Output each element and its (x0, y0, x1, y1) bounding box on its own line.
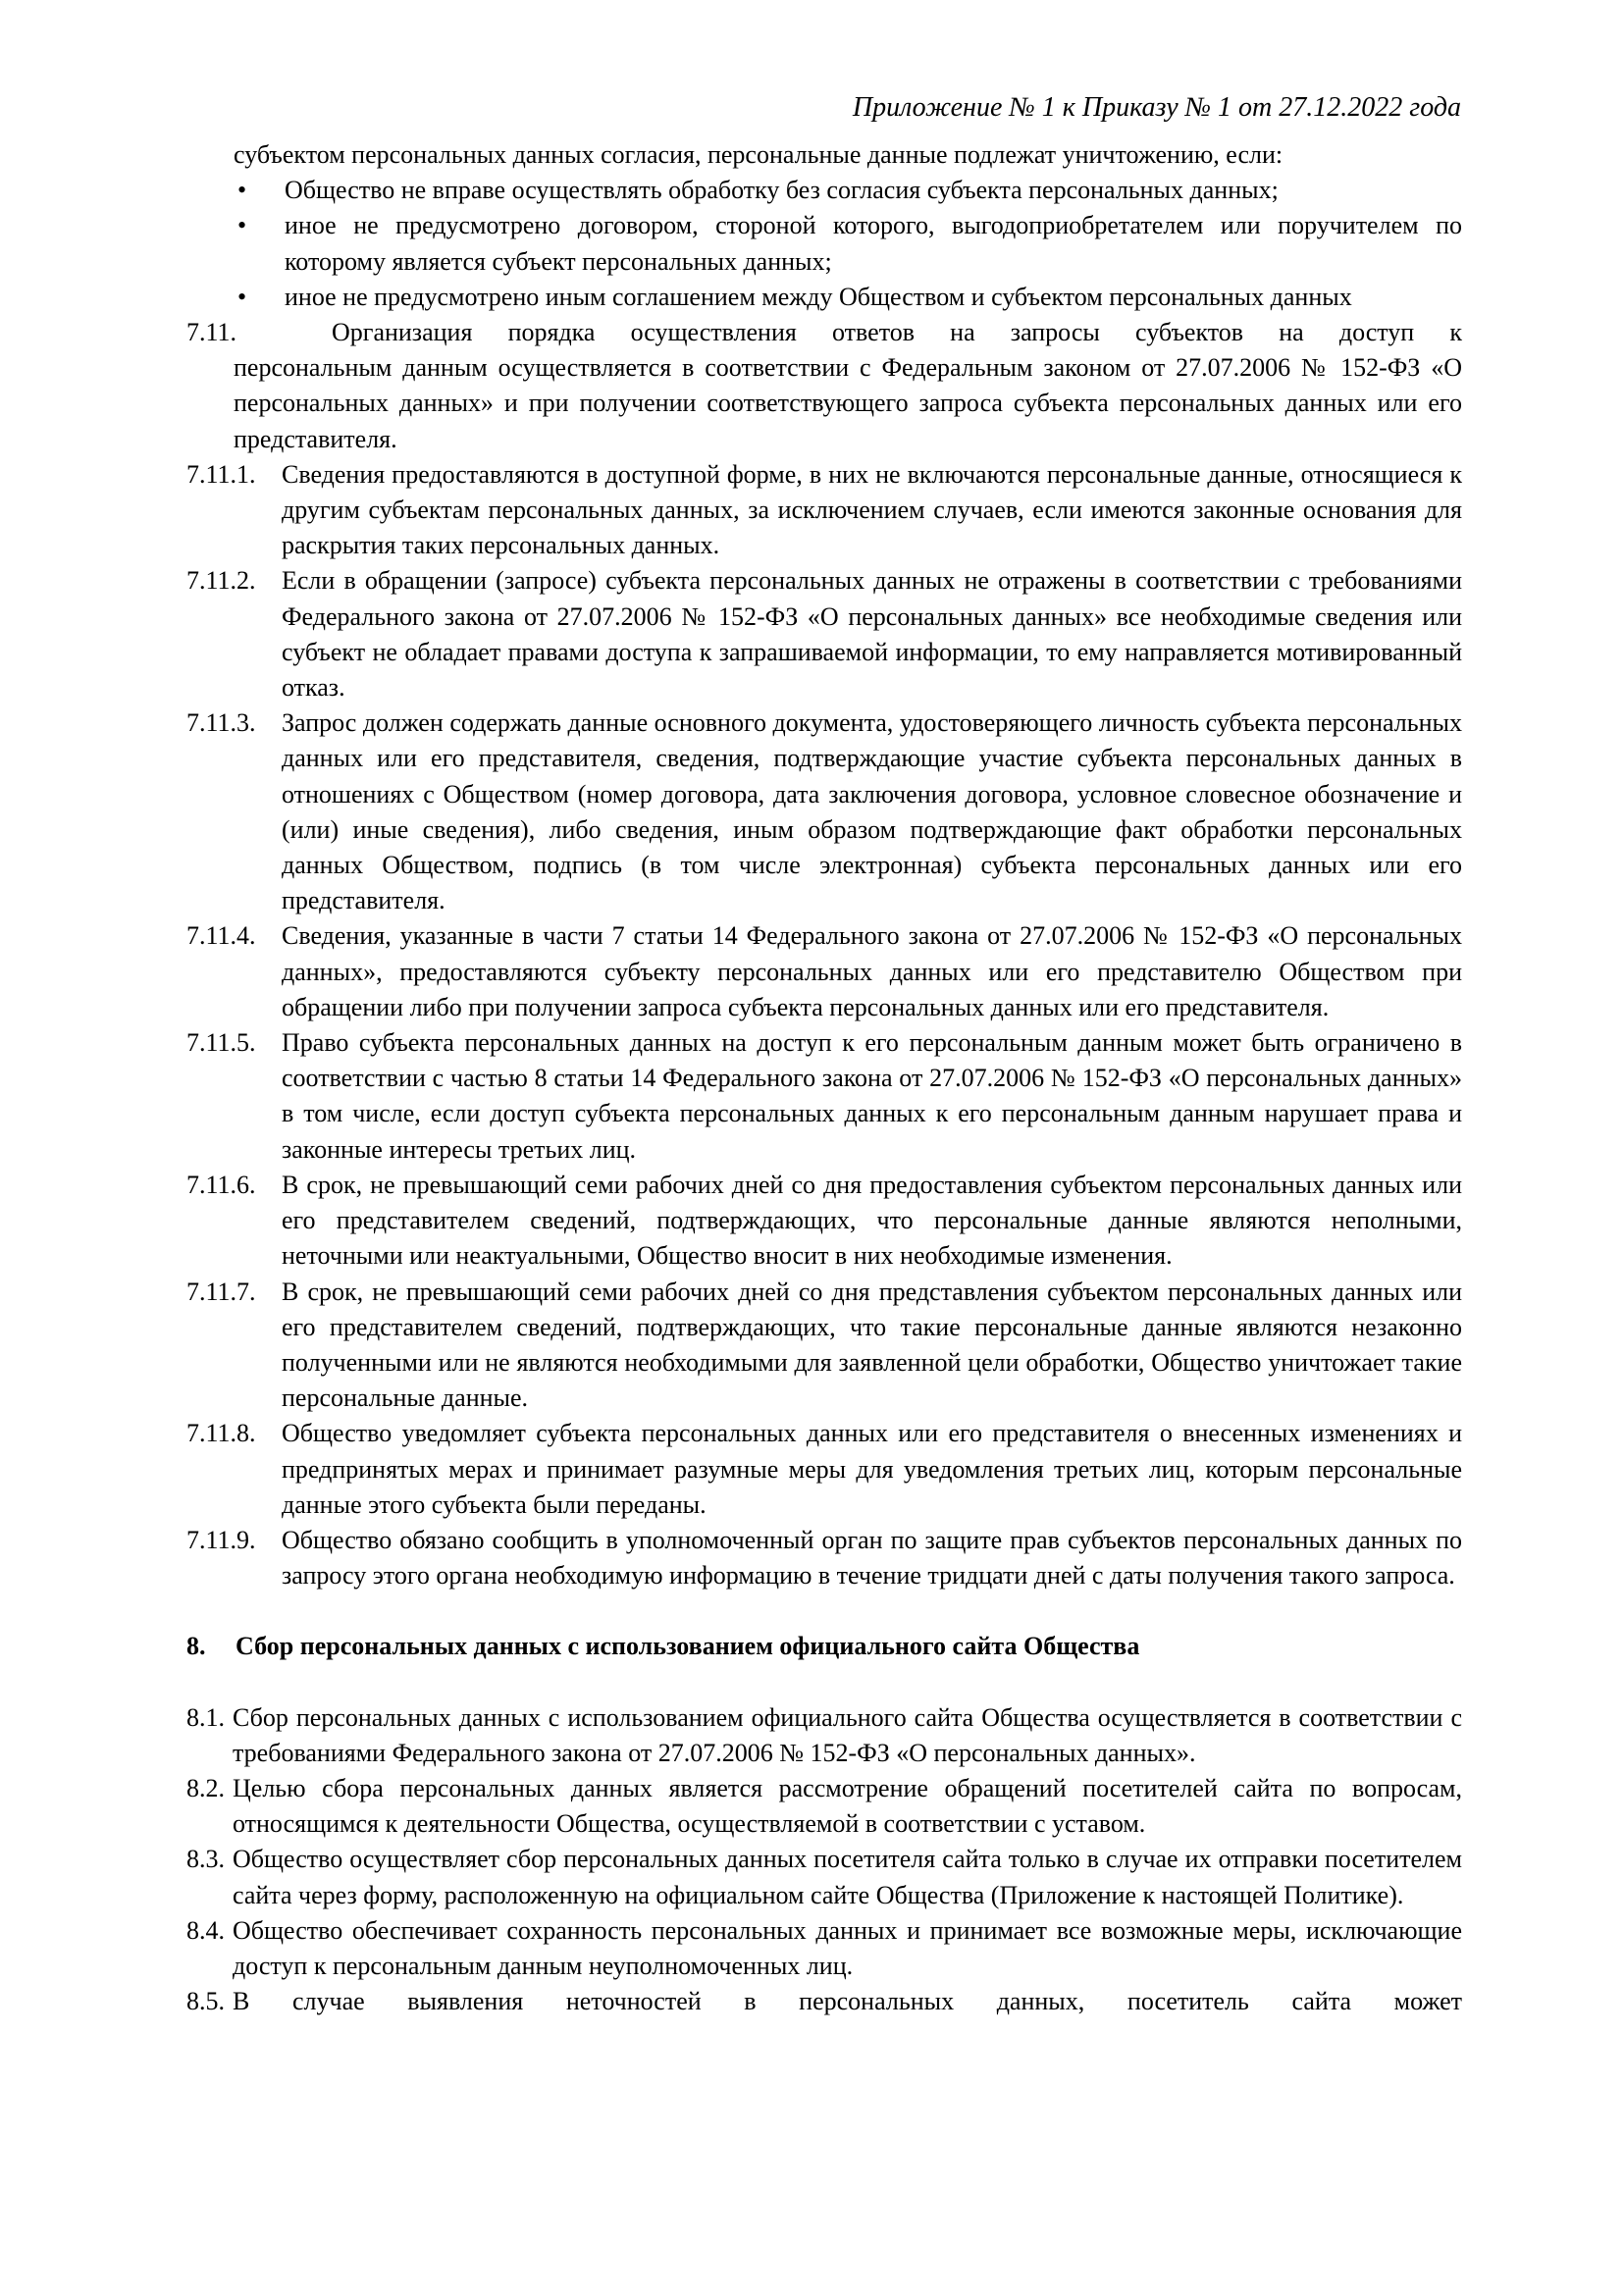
clause-first-line: Организация порядка осуществления ответов на запросы субъектов на доступ к (332, 318, 1462, 347)
subclause-text: Сведения предоставляются в доступной форме, в них не включаются персональные данные, относящиеся к другим субъектам персональных данных, за исключением случаев, если имеются законные основания для раскрытия таких персональных данных. (282, 459, 1462, 560)
clause-item (186, 1771, 1462, 1842)
continuation-paragraph: субъектом персональных данных согласия, персональные данные подлежат уничтожению, если: (234, 140, 1283, 169)
subclause-item (186, 563, 1462, 705)
bullet-text: Общество не вправе осуществлять обработку без согласия субъекта персональных данных; (285, 176, 1279, 205)
subclause-text: Если в обращении (запросе) субъекта персональных данных не отражены в соответствии с требованиями Федерального закона от 27.07.2006 № 152-ФЗ «О персональных данных» все необходимые сведения или субъект не обладает правами доступа к запрашиваемой информации, то ему направляется мотивированный отказ. (282, 566, 1462, 703)
bullet-icon: • (237, 211, 247, 240)
clause-number: 8.2. (186, 1773, 225, 1802)
bullet-item (186, 173, 1462, 208)
clause-number: 8.5. (186, 1987, 225, 2016)
clause-list-8 (186, 1700, 1462, 2020)
section-title: Сбор персональных данных с использованием официального сайта Общества (236, 1632, 1140, 1661)
bullet-text: иное не предусмотрено иным соглашением между Обществом и субъектом персональных данных (285, 282, 1352, 311)
clause-7-11 (186, 315, 1462, 457)
bullet-list (186, 173, 1462, 315)
clause-number: 8.3. (186, 1845, 225, 1874)
section-heading-8 (186, 1629, 1462, 1664)
subclause-text: Право субъекта персональных данных на доступ к его персональным данным может быть ограничено в соответствии с частью 8 статьи 14 Федерального закона от 27.07.2006 № 152-ФЗ «О персональных данных» в том числе, если доступ субъекта персональных данных к его персональным данным нарушает права и законные интересы третьих лиц. (282, 1028, 1462, 1164)
clause-text: персональным данным осуществляется в соответствии с Федеральным законом от 27.07.2006 № 152-ФЗ «О персональных данных» и при получении соответствующего запроса субъекта персональных данных или его представителя. (234, 353, 1462, 453)
bullet-item (186, 208, 1462, 279)
subclause-item (186, 1168, 1462, 1275)
bullet-icon: • (237, 176, 247, 205)
subclause-item (186, 1275, 1462, 1417)
clause-item (186, 1842, 1462, 1912)
clause-number: 8.4. (186, 1915, 225, 1945)
clause-item (186, 1984, 1462, 2019)
subclause-text: Сведения, указанные в части 7 статьи 14 Федерального закона от 27.07.2006 № 152-ФЗ «О персональных данных», предоставляются субъекту персональных данных или его представителю Обществом при обращении либо при получении запроса субъекта персональных данных или его представителя. (282, 921, 1462, 1021)
subclause-item (186, 457, 1462, 564)
subclause-number: 7.11.5. (186, 1028, 256, 1058)
subclause-list-7-11 (186, 457, 1462, 1594)
subclause-number: 7.11.9. (186, 1525, 256, 1554)
subclause-text: Общество обязано сообщить в уполномоченный орган по защите прав субъектов персональных данных по запросу этого органа необходимую информацию в течение тридцати дней с даты получения такого запроса. (282, 1525, 1462, 1591)
document-body (186, 137, 1462, 2019)
subclause-number: 7.11.3. (186, 708, 256, 738)
page-header-annex-reference: Приложение № 1 к Приказу № 1 от 27.12.2022 года (852, 92, 1461, 123)
subclause-item (186, 1025, 1462, 1168)
bullet-text: иное не предусмотрено договором, стороной которого, выгодоприобретателем или поручителем по которому является субъект персональных данных; (285, 211, 1462, 276)
clause-text: Общество обеспечивает сохранность персональных данных и принимает все возможные меры, исключающие доступ к персональным данным неуполномоченных лиц. (233, 1915, 1462, 1980)
subclause-text: Запрос должен содержать данные основного документа, удостоверяющего личность субъекта персональных данных или его представителя, сведения, подтверждающие участие субъекта персональных данных в отношениях с Обществом (номер договора, дата заключения договора, условное словесное обозначение и (или) иные сведения), либо сведения, иным образом подтверждающие факт обработки персональных данных Обществом, подпись (в том числе электронная) субъекта персональных данных или его представителя. (282, 708, 1462, 915)
subclause-item (186, 705, 1462, 918)
clause-number: 8.1. (186, 1702, 225, 1732)
clause-text: В случае выявления неточностей в персональных данных, посетитель сайта может (233, 1987, 1462, 2016)
clause-text: Сбор персональных данных с использованием официального сайта Общества осуществляется в соответствии с требованиями Федерального закона от 27.07.2006 № 152-ФЗ «О персональных данных». (233, 1702, 1462, 1767)
clause-text: Общество осуществляет сбор персональных данных посетителя сайта только в случае их отправки посетителем сайта через форму, расположенную на официальном сайте Общества (Приложение к настоящей Политике). (233, 1845, 1462, 1909)
subclause-number: 7.11.2. (186, 566, 256, 596)
subclause-item (186, 1523, 1462, 1593)
clause-text: Целью сбора персональных данных является рассмотрение обращений посетителей сайта по вопросам, относящимся к деятельности Общества, осуществляемой в соответствии с уставом. (233, 1773, 1462, 1839)
bullet-icon: • (237, 282, 247, 311)
subclause-item (186, 918, 1462, 1025)
bullet-item (186, 280, 1462, 315)
section-number: 8. (186, 1632, 206, 1661)
subclause-number: 7.11.7. (186, 1277, 256, 1306)
clause-item (186, 1913, 1462, 1984)
subclause-text: Общество уведомляет субъекта персональных данных или его представителя о внесенных изменениях и предпринятых мерах и принимает разумные меры для уведомления третьих лиц, которым персональные данные этого субъекта были переданы. (282, 1419, 1462, 1519)
subclause-item (186, 1416, 1462, 1523)
subclause-number: 7.11.4. (186, 921, 256, 951)
subclause-number: 7.11.8. (186, 1419, 256, 1448)
subclause-text: В срок, не превышающий семи рабочих дней со дня представления субъектом персональных данных или его представителем сведений, подтверждающих, что такие персональные данные являются незаконно полученными или не являются необходимыми для заявленной цели обработки, Общество уничтожает такие персональные данные. (282, 1277, 1462, 1413)
subclause-number: 7.11.1. (186, 459, 256, 489)
subclause-number: 7.11.6. (186, 1170, 256, 1199)
subclause-text: В срок, не превышающий семи рабочих дней со дня предоставления субъектом персональных данных или его представителем сведений, подтверждающих, что персональные данные являются неполными, неточными или неактуальными, Общество вносит в них необходимые изменения. (282, 1170, 1462, 1271)
clause-number: 7.11. (186, 318, 237, 347)
clause-item (186, 1700, 1462, 1771)
